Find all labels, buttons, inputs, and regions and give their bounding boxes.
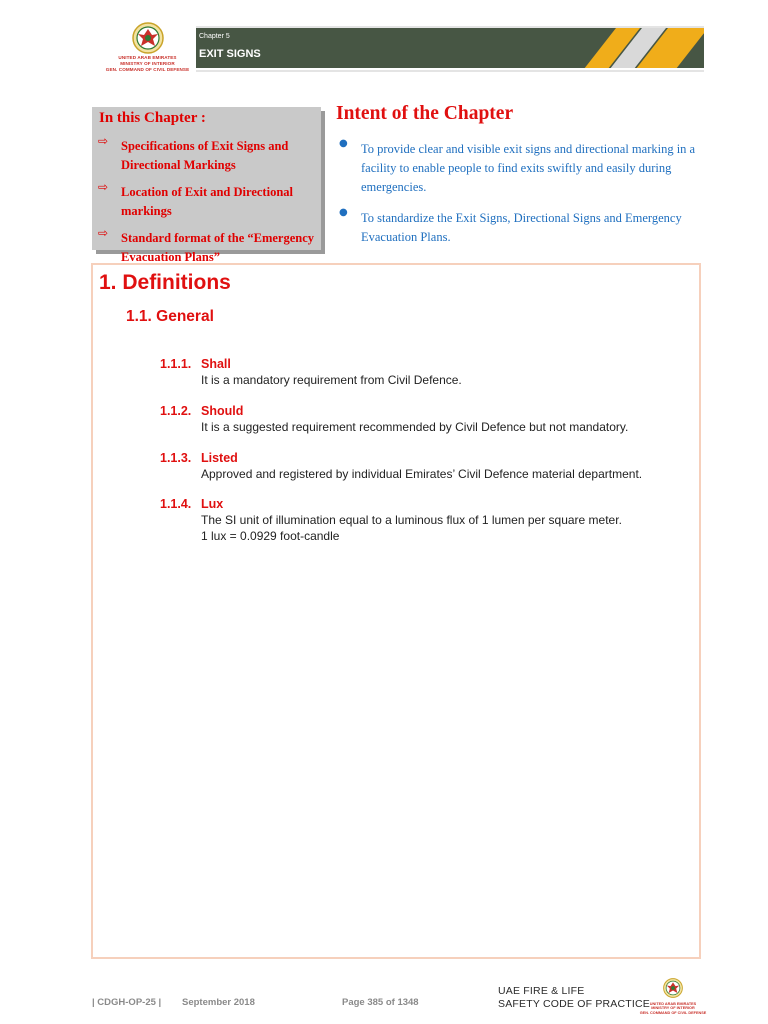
definition-term: Shall [201,357,231,371]
intent-title: Intent of the Chapter [336,103,514,124]
in-this-chapter-title: In this Chapter : [99,110,206,126]
civil-defense-logo [100,22,195,78]
chapter-topic-item [98,135,316,173]
arrow-right-icon: ⇨ [98,180,109,194]
chapter-topics-list [98,135,316,273]
definition-desc: Approved and registered by individual Emirates’ Civil Defence material department. [201,467,643,481]
page-header [0,0,768,80]
chapter-topic-item [98,181,316,219]
logo-org-line-3: GEN. COMMAND OF CIVIL DEFENSE [105,67,190,73]
logo-org-line-1: UNITED ARAB EMIRATES [118,55,177,60]
footer-logo-line-2: MINISTRY OF INTERIOR [651,1006,695,1011]
definition-term: Listed [201,451,238,465]
intent-text: To provide clear and visible exit signs and directional marking in a facility to enable people to find exits swiftly and easily during emergencies. [361,142,696,194]
logo-org-line-2: MINISTRY OF INTERIOR [120,61,175,67]
chapter-topic-text: Specifications of Exit Signs and Directional Markings [121,139,289,172]
definition-number: 1.1.3. [160,451,192,465]
chapter-title: EXIT SIGNS [199,48,261,60]
definition-number: 1.1.1. [160,357,192,371]
definition-listed [160,447,680,482]
doc-code: | CDGH-OP-25 | [92,997,162,1008]
arrow-right-icon: ⇨ [98,134,109,148]
footer-brand [498,985,650,1010]
definition-desc: The SI unit of illumination equal to a luminous flux of 1 lumen per square meter. [201,513,622,527]
general-subheading: 1.1. General [126,308,214,325]
header-rules [196,16,704,76]
chapter-topic-text: Location of Exit and Directional markings [121,185,293,218]
chapter-topic-text: Standard format of the “Emergency Evacuation Plans” [121,231,315,264]
footer-logo [637,978,709,1015]
chapter-topic-item [98,227,316,265]
page-number: Page 385 of 1348 [342,997,419,1008]
footer-logo-line-3: GEN. COMMAND OF CIVIL DEFENSE [639,1010,707,1015]
definition-should [160,400,680,435]
definition-term: Should [201,404,244,418]
definition-desc: It is a suggested requirement recommended by Civil Defence but not mandatory. [201,420,629,434]
arrow-right-icon: ⇨ [98,226,109,240]
intent-section [336,103,706,257]
definitions-heading: 1. Definitions [99,271,231,294]
intent-item [336,138,706,195]
bullet-icon: ● [339,207,348,218]
bullet-icon: ● [339,138,348,149]
definition-term: Lux [201,497,224,511]
definition-number: 1.1.2. [160,404,192,418]
definitions-frame [91,263,701,959]
definition-desc: 1 lux = 0.0929 foot-candle [201,529,340,543]
chapter-label: Chapter 5 [199,33,230,40]
definition-shall [160,353,680,388]
brand-line-2: SAFETY CODE OF PRACTICE [498,998,651,1010]
intent-item [336,207,706,245]
doc-date: September 2018 [182,997,255,1008]
footer-logo-line-1: UNITED ARAB EMIRATES [649,1002,697,1006]
brand-line-1: UAE FIRE & LIFE [498,985,585,997]
falcon-emblem-icon [662,978,684,998]
page-footer [0,980,768,1024]
intent-text: To standardize the Exit Signs, Directional Signs and Emergency Evacuation Plans. [361,211,682,244]
in-this-chapter-box [92,107,321,264]
falcon-emblem-icon [131,22,165,54]
definition-number: 1.1.4. [160,497,192,511]
definition-desc: It is a mandatory requirement from Civil Defence. [201,373,462,387]
intent-list [336,138,706,245]
definition-lux [160,493,680,544]
